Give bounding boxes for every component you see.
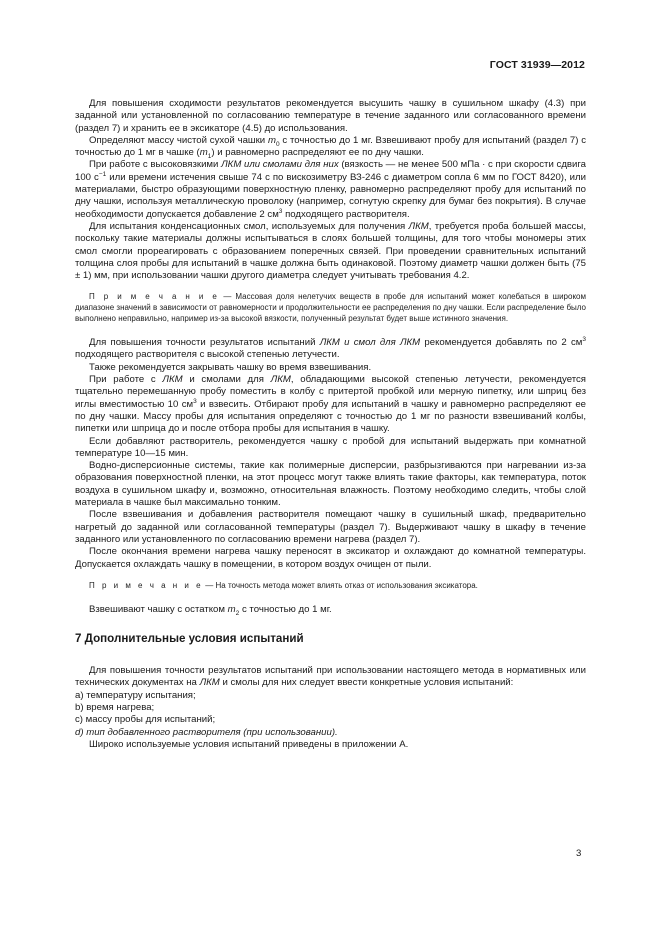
page-number: 3: [576, 848, 582, 859]
paragraph-cover: Также рекомендуется закрывать чашку во время взвешивания.: [89, 361, 372, 373]
section-7-intro: Для повышения точности результатов испытаний при использовании настоящего метода в нормативных или технических документах на ЛКМ и смолы для них следует ввести конкретные условия испытаний:: [75, 665, 586, 689]
list-item: d) тип добавленного растворителя (при использовании).: [75, 726, 338, 738]
list-item: b) время нагрева;: [75, 701, 155, 713]
paragraph-hold: Если добавляют растворитель, рекомендуется чашку с пробой для испытаний выдержать при комнатной температуре 10—15 мин.: [75, 435, 586, 459]
paragraph-drying: Для повышения сходимости результатов рекомендуется высушить чашку в сушильном шкафу (4.3) при заданной или установленной по согласованию температуре в течение заданного или согласованного времени (раздел 7) и хранить ее в эксикаторе (4.5) до использования.: [75, 98, 586, 134]
paragraph-condensation-resins: Для испытания конденсационных смол, используемых для получения ЛКМ, требуется проба большей массы, поскольку такие материалы должны испытываться в слоях большей толщины, для того чтобы мономеры этих смол смогли прореагировать с образованием поперечных связей. При проведении сравнительных испытаний толщина слоя пробы для испытаний в чашке должна быть одинаковой. Поэтому диаметр чашки должен быть (75 ± 1) мм, при использовании чашки другого диаметра следует учитывать требования 4.2.: [75, 220, 586, 282]
page-content: [75, 98, 586, 751]
paragraph-weigh-residue: Взвешивают чашку с остатком $m_2$ с точностью до 1 мг.: [89, 603, 332, 617]
section-7-title: 7 Дополнительные условия испытаний: [75, 632, 304, 646]
standard-header: ГОСТ 31939—2012: [489, 59, 585, 71]
paragraph-solvent: Для повышения точности результатов испытаний ЛКМ и смол для ЛКМ рекомендуется добавлять по 2 $см^3$ подходящего растворителя с высокой степенью летучести.: [75, 335, 586, 361]
paragraph-volatile: При работе с ЛКМ и смолами для ЛКМ, обладающими высокой степенью летучести, рекомендуется тщательно перемешанную пробу поместить в колбу с притертой пробкой или мерную пипетку, или шприц без иглы вместимостью 10 $см^3$ и взвесить. Отбирают пробу для испытаний в чашку и равномерно распределяют ее по дну чашки. Массу пробы для испытания определяют с точностью до 1 мг по разности взвешиваний колбы, пипетки или шприца до и после отбора пробы для испытания в чашку.: [75, 374, 586, 435]
section-7-closing: Широко используемые условия испытаний приведены в приложении А.: [89, 738, 409, 750]
list-item: c) массу пробы для испытаний;: [75, 714, 216, 726]
list-item: a) температуру испытания;: [75, 689, 196, 701]
note-desiccator: П р и м е ч а н и е — На точность метода может влиять отказ от использования эксикатора.: [89, 580, 478, 590]
paragraph-water-dispersion: Водно-дисперсионные системы, такие как полимерные дисперсии, разбрызгиваются при нагревании из-за образования поверхностной пленки, на этот процесс могут также влиять такие факторы, как температура, поток воздуха в сушильном шкафу и, возможно, относительная влажность. Поэтому необходимо следить, чтобы слой материала в чашке был максимально тонким.: [75, 460, 586, 509]
paragraph-cooling: После окончания времени нагрева чашку переносят в эксикатор и охлаждают до комнатной температуры. Допускается охлаждать чашку в помещении, в котором воздух очищен от пыли.: [75, 546, 586, 570]
note-mass-fraction: П р и м е ч а н и е — Массовая доля нелетучих веществ в пробе для испытаний может колебаться в широком диапазоне значений в зависимости от равномерности и продолжительности ее распределения по дну чашки. Если распределение было выполнено неправильно, например из-за высокой вязкости, полученный результат будет выше истинного значения.: [75, 292, 586, 324]
paragraph-oven: После взвешивания и добавления растворителя помещают чашку в сушильный шкаф, предварительно нагретый до заданной или согласованной температуры (раздел 7). Выдерживают чашку в шкафу в течение заданного или установленного по согласованию времени нагрева (раздел 7).: [75, 509, 586, 545]
paragraph-high-viscosity: При работе с высоковязкими ЛКМ или смолами для них (вязкость — не менее 500 мПа · с при скорости сдвига 100 $с^{-1}$ или времени истечения свыше 74 с по вискозиметру ВЗ-246 с диаметром сопла 6 мм по ГОСТ 8420), или материалами, быстро образующими поверхностную пленку, равномерно распределяют пробу для испытаний по дну чашки, используя металлическую проволоку (например, согнутую скрепку для бумаг без покрытия). В случае необходимости допускается добавление 2 $см^3$ подходящего растворителя.: [75, 159, 586, 220]
paragraph-mass: Определяют массу чистой сухой чашки $m_0$ с точностью до 1 мг. Взвешивают пробу для испытаний (раздел 7) с точностью до 1 мг в чашке $(m_1)$ и равномерно распределяют ее по дну чашки.: [75, 134, 586, 161]
